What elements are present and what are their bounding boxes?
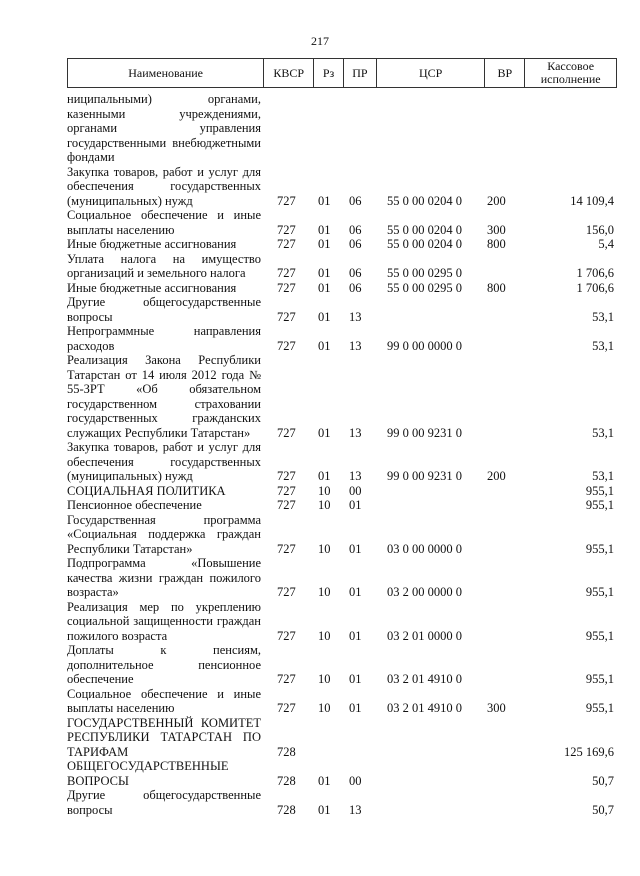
row-name: Иные бюджетные ассигнования	[67, 280, 237, 295]
row-kas: 955,1	[585, 585, 614, 599]
table-row	[67, 788, 617, 817]
row-name: Закупка товаров, работ и услуг для обеспечения государственных (муниципальных) нужд	[67, 440, 261, 483]
table-row	[67, 759, 617, 788]
row-rz: 01	[318, 266, 331, 280]
row-name: Доплаты к пенсиям, дополнительное пенсионное обеспечение	[67, 643, 261, 686]
row-pr: 06	[349, 280, 362, 295]
table-header	[67, 58, 617, 88]
row-vr: 200	[487, 193, 506, 208]
row-kvsr: 727	[277, 498, 296, 512]
row-kvsr: 727	[277, 628, 296, 643]
row-csr: 55 0 00 0204 0	[387, 193, 462, 208]
row-csr: 55 0 00 0204 0	[387, 237, 462, 251]
header-pr: ПР	[344, 59, 377, 87]
row-kas: 5,4	[598, 237, 614, 251]
row-vr: 800	[487, 280, 506, 295]
row-kas: 53,1	[592, 425, 614, 440]
table-row	[67, 324, 617, 353]
table-row	[67, 556, 617, 600]
row-kvsr: 727	[277, 280, 296, 295]
row-pr: 01	[349, 498, 362, 512]
row-kas: 53,1	[592, 309, 614, 324]
row-csr: 99 0 00 9231 0	[387, 469, 462, 483]
row-rz: 10	[318, 701, 331, 715]
row-kas: 50,7	[592, 773, 614, 788]
row-csr: 03 2 01 4910 0	[387, 701, 462, 715]
table-row	[67, 92, 617, 165]
table-row	[67, 353, 617, 440]
row-name: Реализация Закона Республики Татарстан от 14 июля 2012 года № 55-ЗРТ «Об обязательном государственном страховании государственных гражданских служащих Республики Татарстан»	[67, 353, 261, 440]
table-row	[67, 165, 617, 209]
row-name: Закупка товаров, работ и услуг для обеспечения государственных (муниципальных) нужд	[67, 164, 261, 208]
row-vr: 300	[487, 222, 506, 237]
row-kvsr: 728	[277, 744, 296, 759]
row-pr: 01	[349, 585, 362, 599]
table-row	[67, 252, 617, 281]
row-kas: 50,7	[592, 802, 614, 817]
row-kvsr: 727	[277, 237, 296, 251]
header-csr: ЦСР	[377, 59, 486, 87]
row-name: Другие общегосударственные вопросы	[67, 295, 261, 324]
row-name: Подпрограмма «Повышение качества жизни граждан пожилого возраста»	[67, 556, 261, 599]
row-kvsr: 727	[277, 309, 296, 324]
row-pr: 01	[349, 672, 362, 686]
row-kvsr: 727	[277, 672, 296, 686]
row-name: Государственная программа «Социальная поддержка граждан Республики Татарстан»	[67, 512, 261, 556]
table-row	[67, 484, 617, 499]
row-rz: 01	[318, 802, 331, 817]
table-row	[67, 498, 617, 513]
row-kas: 156,0	[585, 222, 614, 237]
table-row	[67, 687, 617, 716]
row-rz: 01	[318, 237, 331, 251]
row-name: Уплата налога на имущество организаций и земельного налога	[67, 251, 261, 280]
row-pr: 01	[349, 628, 362, 643]
row-pr: 06	[349, 222, 362, 237]
row-name: ОБЩЕГОСУДАРСТВЕННЫЕ ВОПРОСЫ	[67, 759, 229, 788]
row-csr: 03 2 01 0000 0	[387, 628, 462, 643]
row-kas: 1 706,6	[576, 266, 614, 280]
row-pr: 13	[349, 309, 362, 324]
page-number: 217	[311, 34, 329, 48]
row-name: Иные бюджетные ассигнования	[67, 237, 237, 251]
table-row	[67, 440, 617, 484]
row-kvsr: 727	[277, 222, 296, 237]
row-name: Социальное обеспечение и иные выплаты населению	[67, 208, 261, 237]
table-row	[67, 208, 617, 237]
table-row	[67, 281, 617, 296]
row-rz: 01	[318, 469, 331, 483]
row-rz: 01	[318, 338, 331, 353]
row-csr: 55 0 00 0204 0	[387, 222, 462, 237]
table-row	[67, 643, 617, 687]
row-kas: 53,1	[592, 469, 614, 483]
row-rz: 10	[318, 541, 331, 556]
table-row	[67, 513, 617, 557]
row-kas: 955,1	[585, 628, 614, 643]
row-kas: 955,1	[585, 483, 614, 498]
row-pr: 13	[349, 425, 362, 440]
row-vr: 800	[487, 237, 506, 251]
row-name: Пенсионное обеспечение	[67, 498, 202, 512]
row-pr: 13	[349, 802, 362, 817]
row-kas: 955,1	[585, 701, 614, 715]
row-pr: 01	[349, 701, 362, 715]
row-rz: 01	[318, 222, 331, 237]
row-csr: 03 2 00 0000 0	[387, 585, 462, 599]
header-name: Наименование	[68, 59, 264, 87]
row-name: Другие общегосударственные вопросы	[67, 788, 261, 817]
row-pr: 06	[349, 266, 362, 280]
row-pr: 06	[349, 193, 362, 208]
row-name: Реализация мер по укреплению социальной защищенности граждан пожилого возраста	[67, 599, 261, 643]
header-vr: ВР	[485, 59, 525, 87]
row-kvsr: 727	[277, 425, 296, 440]
row-rz: 01	[318, 773, 331, 788]
row-rz: 10	[318, 585, 331, 599]
row-pr: 13	[349, 469, 362, 483]
row-kvsr: 727	[277, 701, 296, 715]
row-kas: 14 109,4	[570, 193, 614, 208]
row-kas: 1 706,6	[576, 280, 614, 295]
row-name: Социальное обеспечение и иные выплаты населению	[67, 686, 261, 715]
row-rz: 10	[318, 672, 331, 686]
row-pr: 06	[349, 237, 362, 251]
row-rz: 10	[318, 498, 331, 512]
row-pr: 13	[349, 338, 362, 353]
row-vr: 300	[487, 701, 506, 715]
row-kvsr: 727	[277, 338, 296, 353]
table-row	[67, 716, 617, 760]
table-body	[67, 92, 617, 817]
row-csr: 55 0 00 0295 0	[387, 266, 462, 280]
row-rz: 10	[318, 628, 331, 643]
row-kvsr: 727	[277, 585, 296, 599]
row-name: СОЦИАЛЬНАЯ ПОЛИТИКА	[67, 483, 226, 498]
row-csr: 03 0 00 0000 0	[387, 541, 462, 556]
row-kvsr: 727	[277, 193, 296, 208]
table-row	[67, 237, 617, 252]
row-csr: 99 0 00 9231 0	[387, 425, 462, 440]
row-kvsr: 727	[277, 469, 296, 483]
row-name: ГОСУДАРСТВЕННЫЙ КОМИТЕТ РЕСПУБЛИКИ ТАТАРСТАН ПО ТАРИФАМ	[67, 715, 261, 759]
row-kas: 53,1	[592, 338, 614, 353]
row-rz: 01	[318, 425, 331, 440]
row-kvsr: 727	[277, 541, 296, 556]
row-name: ниципальными) органами, казенными учреждениями, органами управления государственными внебюджетными фондами	[67, 92, 261, 164]
row-csr: 99 0 00 0000 0	[387, 338, 462, 353]
row-kvsr: 728	[277, 802, 296, 817]
row-rz: 01	[318, 193, 331, 208]
header-rz: Рз	[314, 59, 344, 87]
table-row	[67, 295, 617, 324]
row-pr: 00	[349, 773, 362, 788]
row-kas: 955,1	[585, 541, 614, 556]
row-pr: 01	[349, 541, 362, 556]
row-rz: 01	[318, 309, 331, 324]
row-vr: 200	[487, 469, 506, 483]
row-name: Непрограммные направления расходов	[67, 324, 261, 353]
row-csr: 03 2 01 4910 0	[387, 672, 462, 686]
header-kassovoe-ispolnenie: Кассовое исполнение	[540, 59, 601, 86]
table-row	[67, 600, 617, 644]
row-kas: 955,1	[585, 672, 614, 686]
row-pr: 00	[349, 483, 362, 498]
row-kvsr: 727	[277, 483, 296, 498]
row-kvsr: 728	[277, 773, 296, 788]
row-csr: 55 0 00 0295 0	[387, 280, 462, 295]
row-kas: 955,1	[585, 498, 614, 512]
header-kvsr: КВСР	[264, 59, 314, 87]
row-kas: 125 169,6	[564, 744, 614, 759]
row-kvsr: 727	[277, 266, 296, 280]
row-rz: 01	[318, 280, 331, 295]
row-rz: 10	[318, 483, 331, 498]
